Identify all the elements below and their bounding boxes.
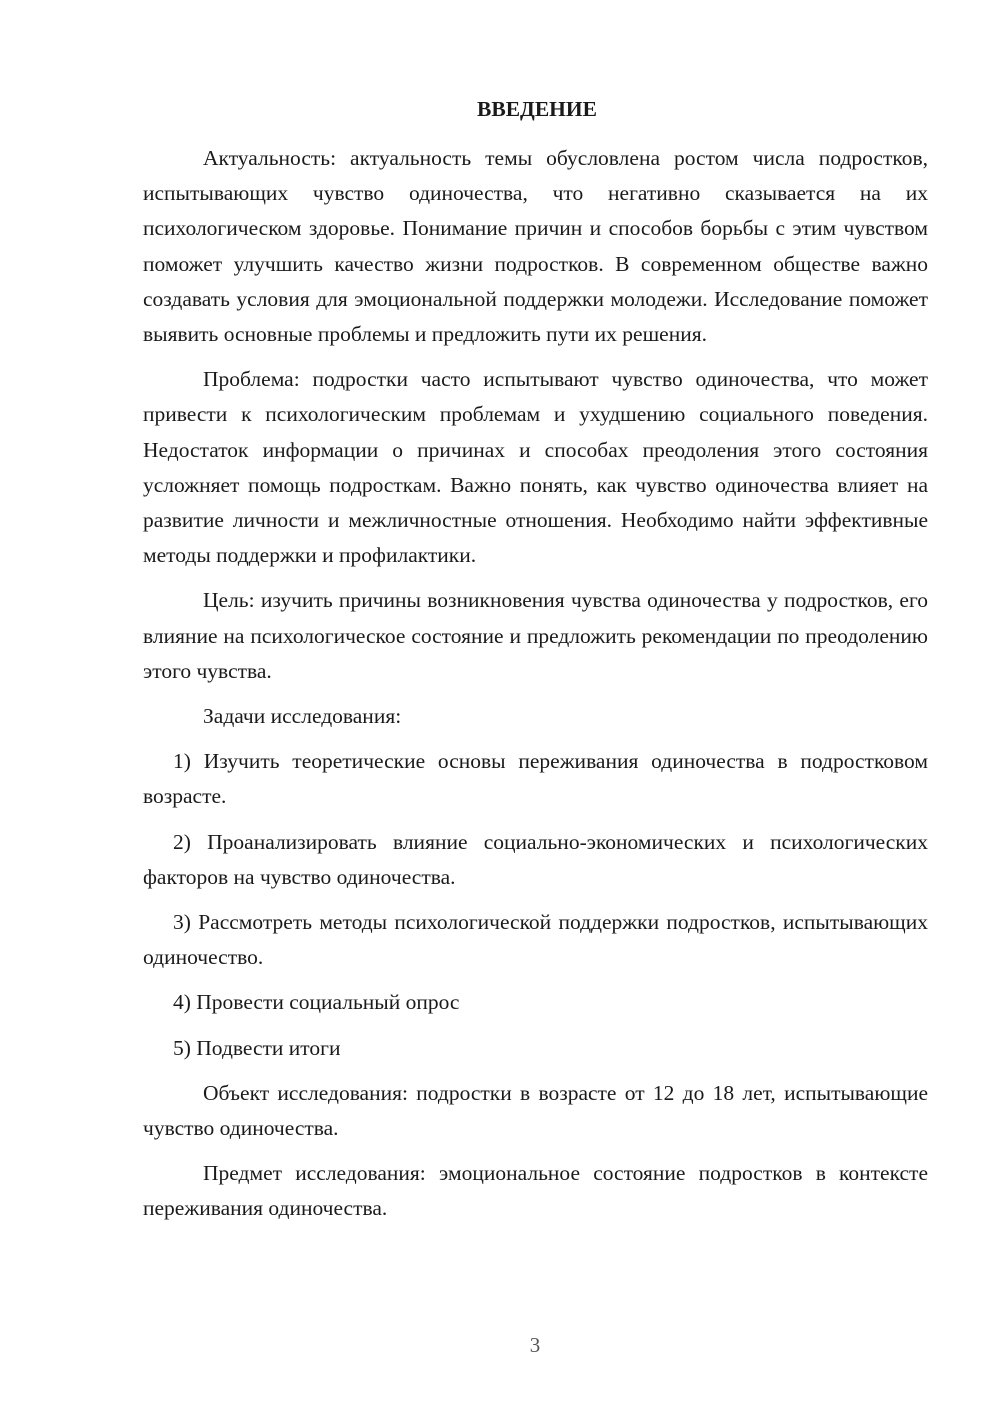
- task-item-1: 1) Изучить теоретические основы переживания одиночества в подростковом возрасте.: [143, 749, 928, 809]
- document-body: [143, 92, 928, 1237]
- subject-paragraph: Предмет исследования: эмоциональное состояние подростков в контексте переживания одиночества.: [143, 1161, 928, 1221]
- object-paragraph: Объект исследования: подростки в возрасте от 12 до 18 лет, испытывающие чувство одиночества.: [143, 1080, 928, 1141]
- section-title: ВВЕДЕНИЕ: [477, 97, 597, 121]
- task-item-2: 2) Проанализировать влияние социально-экономических и психологических факторов на чувство одиночества.: [143, 829, 928, 889]
- task-item-5: 5) Подвести итоги: [173, 1035, 341, 1060]
- goal-paragraph: Цель: изучить причины возникновения чувства одиночества у подростков, его влияние на психологическое состояние и предложить рекомендации по преодолению этого чувства.: [143, 588, 928, 683]
- relevance-paragraph: Актуальность: актуальность темы обусловлена ростом числа подростков, испытывающих чувство одиночества, что негативно сказывается на их психологическом здоровье. Понимание причин и способов борьбы с этим чувством поможет улучшить качество жизни подростков. В современном обществе важно создавать условия для эмоциональной поддержки молодежи. Исследование поможет выявить основные проблемы и предложить пути их решения.: [143, 146, 928, 347]
- task-item-4: 4) Провести социальный опрос: [173, 990, 460, 1015]
- problem-paragraph: Проблема: подростки часто испытывают чувство одиночества, что может привести к психологическим проблемам и ухудшению социального поведения. Недостаток информации о причинах и способах преодоления этого состояния усложняет помощь подросткам. Важно понять, как чувство одиночества влияет на развитие личности и межличностные отношения. Необходимо найти эффективные методы поддержки и профилактики.: [143, 367, 928, 568]
- tasks-heading: Задачи исследования:: [203, 704, 402, 729]
- task-item-3: 3) Рассмотреть методы психологической поддержки подростков, испытывающих одиночество.: [143, 910, 928, 970]
- page-number: 3: [529, 1333, 541, 1357]
